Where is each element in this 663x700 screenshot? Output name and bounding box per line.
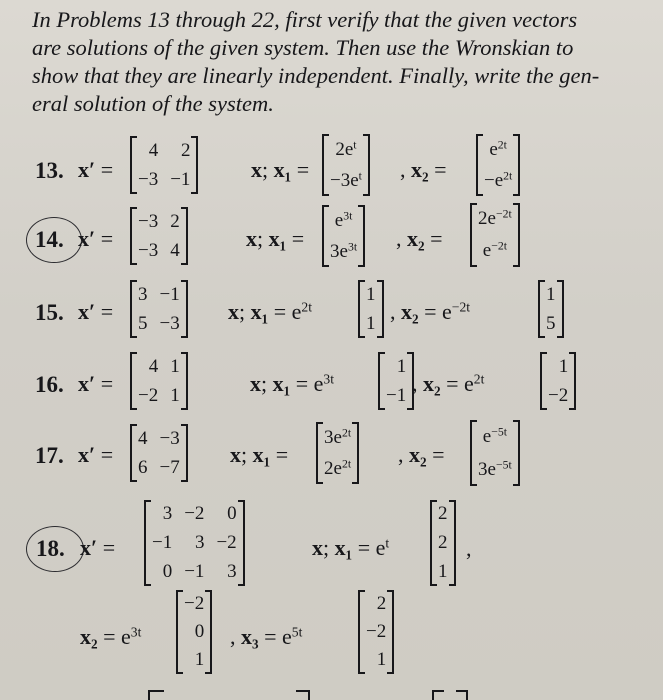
matrix-entry: 4 bbox=[148, 355, 159, 377]
vector-entry: 1 bbox=[366, 312, 376, 334]
exponent: 2t bbox=[341, 426, 352, 440]
matrix-entry: 2 bbox=[180, 139, 191, 161]
solution-vector-x1 bbox=[322, 134, 370, 196]
solution-vector-x2 bbox=[470, 203, 520, 267]
matrix-entry: 1 bbox=[170, 384, 180, 406]
exp-base: e bbox=[121, 624, 131, 649]
x1-symbol: x₁ bbox=[250, 299, 269, 324]
exponent: 2t bbox=[341, 457, 352, 471]
exponent: 5t bbox=[291, 624, 303, 640]
x1-symbol: x₁ bbox=[268, 226, 287, 251]
exponent: −5t bbox=[491, 425, 507, 439]
vector-entry: 2 bbox=[438, 531, 448, 553]
cropped-next-problem bbox=[148, 690, 164, 700]
vector-entry: −2 bbox=[548, 384, 569, 406]
coefficient-matrix bbox=[144, 500, 245, 586]
solution-vector-x1 bbox=[378, 352, 414, 410]
matrix-entry: 3 bbox=[138, 283, 148, 305]
vector-entry: 2 bbox=[376, 593, 387, 614]
matrix-entry: 4 bbox=[148, 139, 159, 161]
x2-symbol: x₂ bbox=[401, 299, 419, 324]
vector-entry: e bbox=[482, 240, 492, 261]
vector-entry: −3e bbox=[330, 169, 359, 191]
x2-symbol: x₂ bbox=[407, 226, 425, 251]
solution-vector-x2 bbox=[176, 590, 212, 674]
problem-instructions bbox=[32, 6, 652, 118]
problem-number: 17. bbox=[35, 443, 64, 468]
matrix-entry: −2 bbox=[216, 531, 237, 553]
matrix-entry: −2 bbox=[138, 384, 159, 406]
coefficient-matrix bbox=[130, 280, 188, 338]
vector-entry: e bbox=[489, 138, 498, 160]
exponent: 2t bbox=[503, 169, 513, 183]
solution-vector-x2 bbox=[470, 420, 520, 486]
vector-entry: 0 bbox=[194, 621, 205, 642]
x2-symbol: x₂ bbox=[411, 157, 429, 182]
vector-entry: −2 bbox=[184, 593, 205, 614]
exp-base: e bbox=[282, 624, 292, 649]
vector-entry: 2e bbox=[335, 138, 354, 160]
exp-base: e bbox=[291, 299, 302, 324]
matrix-entry: −3 bbox=[138, 239, 159, 261]
exponent: −2t bbox=[491, 239, 507, 253]
coefficient-matrix bbox=[130, 207, 188, 265]
solution-vector-x3 bbox=[358, 590, 394, 674]
exponent: 2t bbox=[473, 371, 485, 387]
x2-symbol: x₂ bbox=[423, 371, 441, 396]
exponent: −2t bbox=[495, 207, 512, 221]
matrix-entry: 4 bbox=[170, 239, 180, 261]
vector-entry: e bbox=[334, 209, 344, 231]
exponent: 3t bbox=[347, 240, 358, 254]
exponent: t bbox=[353, 138, 357, 152]
vector-entry: 3e bbox=[330, 240, 348, 262]
instruction-line: are solutions of the given system. Then use the Wronskian to bbox=[32, 35, 574, 60]
x1-symbol: x₁ bbox=[273, 157, 292, 182]
matrix-entry: −1 bbox=[170, 168, 191, 190]
matrix-entry: 3 bbox=[227, 560, 237, 582]
vector-entry: 1 bbox=[396, 355, 407, 377]
matrix-entry: 6 bbox=[138, 456, 148, 478]
equals-sign: = bbox=[100, 226, 114, 251]
equals-sign: = bbox=[100, 299, 114, 324]
solution-vector-x1 bbox=[316, 422, 359, 484]
x-prime-symbol: x′ bbox=[78, 442, 96, 467]
problem-number: 13. bbox=[35, 158, 64, 183]
x2-symbol: x₂ bbox=[80, 624, 98, 649]
coefficient-matrix bbox=[130, 352, 188, 410]
problem-number: 15. bbox=[35, 300, 64, 325]
cropped-next-problem bbox=[432, 690, 444, 700]
problem-number: 16. bbox=[35, 372, 64, 397]
matrix-entry: −3 bbox=[159, 312, 180, 334]
vector-entry: 1 bbox=[438, 560, 448, 582]
matrix-entry: 4 bbox=[138, 427, 148, 449]
matrix-entry: −3 bbox=[138, 168, 159, 190]
vector-entry: 1 bbox=[558, 355, 569, 377]
matrix-entry: −1 bbox=[159, 283, 180, 305]
coefficient-matrix bbox=[130, 424, 188, 482]
matrix-entry: 1 bbox=[170, 355, 180, 377]
cropped-next-problem bbox=[456, 690, 468, 700]
exp-base: e bbox=[375, 535, 386, 560]
matrix-entry: 5 bbox=[138, 312, 148, 334]
matrix-entry: −1 bbox=[184, 560, 205, 582]
x-prime-symbol: x′ bbox=[78, 299, 96, 324]
x-prime-symbol: x′ bbox=[78, 371, 96, 396]
x1-symbol: x₁ bbox=[252, 442, 271, 467]
solution-vector-x2 bbox=[476, 134, 520, 196]
x-symbol: x bbox=[251, 157, 262, 182]
x3-symbol: x₃ bbox=[241, 624, 259, 649]
matrix-entry: 3 bbox=[162, 503, 173, 525]
vector-entry: 2e bbox=[324, 457, 342, 479]
exponent: t bbox=[385, 535, 390, 551]
x-prime-symbol: x′ bbox=[78, 226, 96, 251]
problem-number: 14. bbox=[35, 227, 64, 252]
solution-vector-x1 bbox=[358, 280, 384, 338]
cropped-next-problem bbox=[296, 690, 310, 700]
matrix-entry: −7 bbox=[159, 456, 180, 478]
exponent: −2t bbox=[451, 299, 471, 315]
solution-vector-x2 bbox=[540, 352, 576, 410]
matrix-entry: −3 bbox=[159, 427, 180, 449]
vector-entry: 1 bbox=[366, 283, 376, 305]
x1-symbol: x₁ bbox=[272, 371, 291, 396]
vector-entry: −2 bbox=[366, 621, 387, 642]
exponent: 3t bbox=[130, 624, 142, 640]
coefficient-matrix bbox=[130, 136, 198, 194]
exponent: t bbox=[358, 169, 362, 183]
exponent: −5t bbox=[495, 458, 512, 472]
matrix-entry: −1 bbox=[152, 531, 173, 553]
instruction-line: show that they are linearly independent. Finally, write the gen- bbox=[32, 63, 600, 88]
equals-sign: = bbox=[100, 442, 114, 467]
vector-entry: 2e bbox=[478, 208, 496, 229]
equals-sign: = bbox=[100, 157, 114, 182]
solution-vector-x2 bbox=[538, 280, 564, 338]
x2-symbol: x₂ bbox=[409, 442, 427, 467]
solution-vector-x1 bbox=[322, 205, 365, 267]
exponent: 3t bbox=[343, 209, 353, 223]
exp-base: e bbox=[464, 371, 474, 396]
matrix-entry: −3 bbox=[138, 210, 159, 232]
equals-sign: = bbox=[102, 535, 116, 560]
exp-base: e bbox=[313, 371, 324, 396]
vector-entry: 1 bbox=[376, 649, 387, 670]
instruction-line: eral solution of the system. bbox=[32, 91, 274, 116]
x-prime-symbol: x′ bbox=[80, 535, 98, 560]
vector-entry: −1 bbox=[386, 384, 407, 406]
vector-entry: 3e bbox=[324, 426, 342, 448]
instruction-line: In Problems 13 through 22, first verify that the given vectors bbox=[32, 7, 578, 32]
solution-vector-x1 bbox=[430, 500, 456, 586]
x1-symbol: x₁ bbox=[334, 535, 353, 560]
exponent: 2t bbox=[497, 138, 507, 152]
problem-number: 18. bbox=[36, 536, 65, 561]
vector-entry: 3e bbox=[478, 458, 496, 480]
vector-entry: 1 bbox=[546, 283, 556, 305]
matrix-entry: −2 bbox=[184, 503, 205, 525]
matrix-entry: 2 bbox=[170, 210, 180, 232]
matrix-entry: 0 bbox=[227, 503, 237, 525]
matrix-entry: 3 bbox=[194, 531, 205, 553]
vector-entry: 5 bbox=[546, 312, 556, 334]
vector-entry: 1 bbox=[194, 649, 205, 670]
textbook-page: In Problems 13 through 22, first verify that the given vectors are solutions of the given system. Then use the Wronskian to show that they are linearly independent. Finally, write the gen- eral solution of the system. 13. x′ = 4 2 −3 −1 x; x₁ = $2e^t$ $-3e^t$ , x₂ = $e^{2t}$ $-e^{2t}$ 14. x′ = −3 2 −3 4 x; x₁ = $e^{3t}$ $3e^{3t}$ , x₂ = $2e^{-2t}$ $e^{-2t}$ 15. x′ = 3 −1 5 −3 x; $x_1 = e^{2t}$ 1 1 , $x_2 = e^{-2t}$ 1 5 16. x′ = 4 1 −2 1 x; $x_1 = e^{3t}$ 1 −1 , $x_2 = e^{2t}$ 1 −2 17. x′ = 4 −3 6 −7 x; x₁ = $3e^{2t}$ $2e^{2t}$ , x₂ = $e^{-5t}$ $3e^{-5t}$ 18. x′ = 3 −2 0 −1 3 −2 0 −1 3 x; $x_1 = e^t$ 2 2 1 , $x_2 = e^{3t}$ −2 0 1 , $x_3 = e^{5t}$ 2 −2 1 bbox=[0, 0, 663, 700]
x-prime-symbol: x′ bbox=[78, 157, 96, 182]
exp-base: e bbox=[442, 299, 452, 324]
vector-entry: −e bbox=[484, 169, 504, 191]
equals-sign: = bbox=[100, 371, 114, 396]
exponent: 3t bbox=[323, 371, 335, 387]
matrix-entry: 0 bbox=[162, 560, 173, 582]
vector-entry: 2 bbox=[438, 503, 448, 525]
vector-entry: e bbox=[482, 425, 492, 447]
exponent: 2t bbox=[301, 299, 313, 315]
